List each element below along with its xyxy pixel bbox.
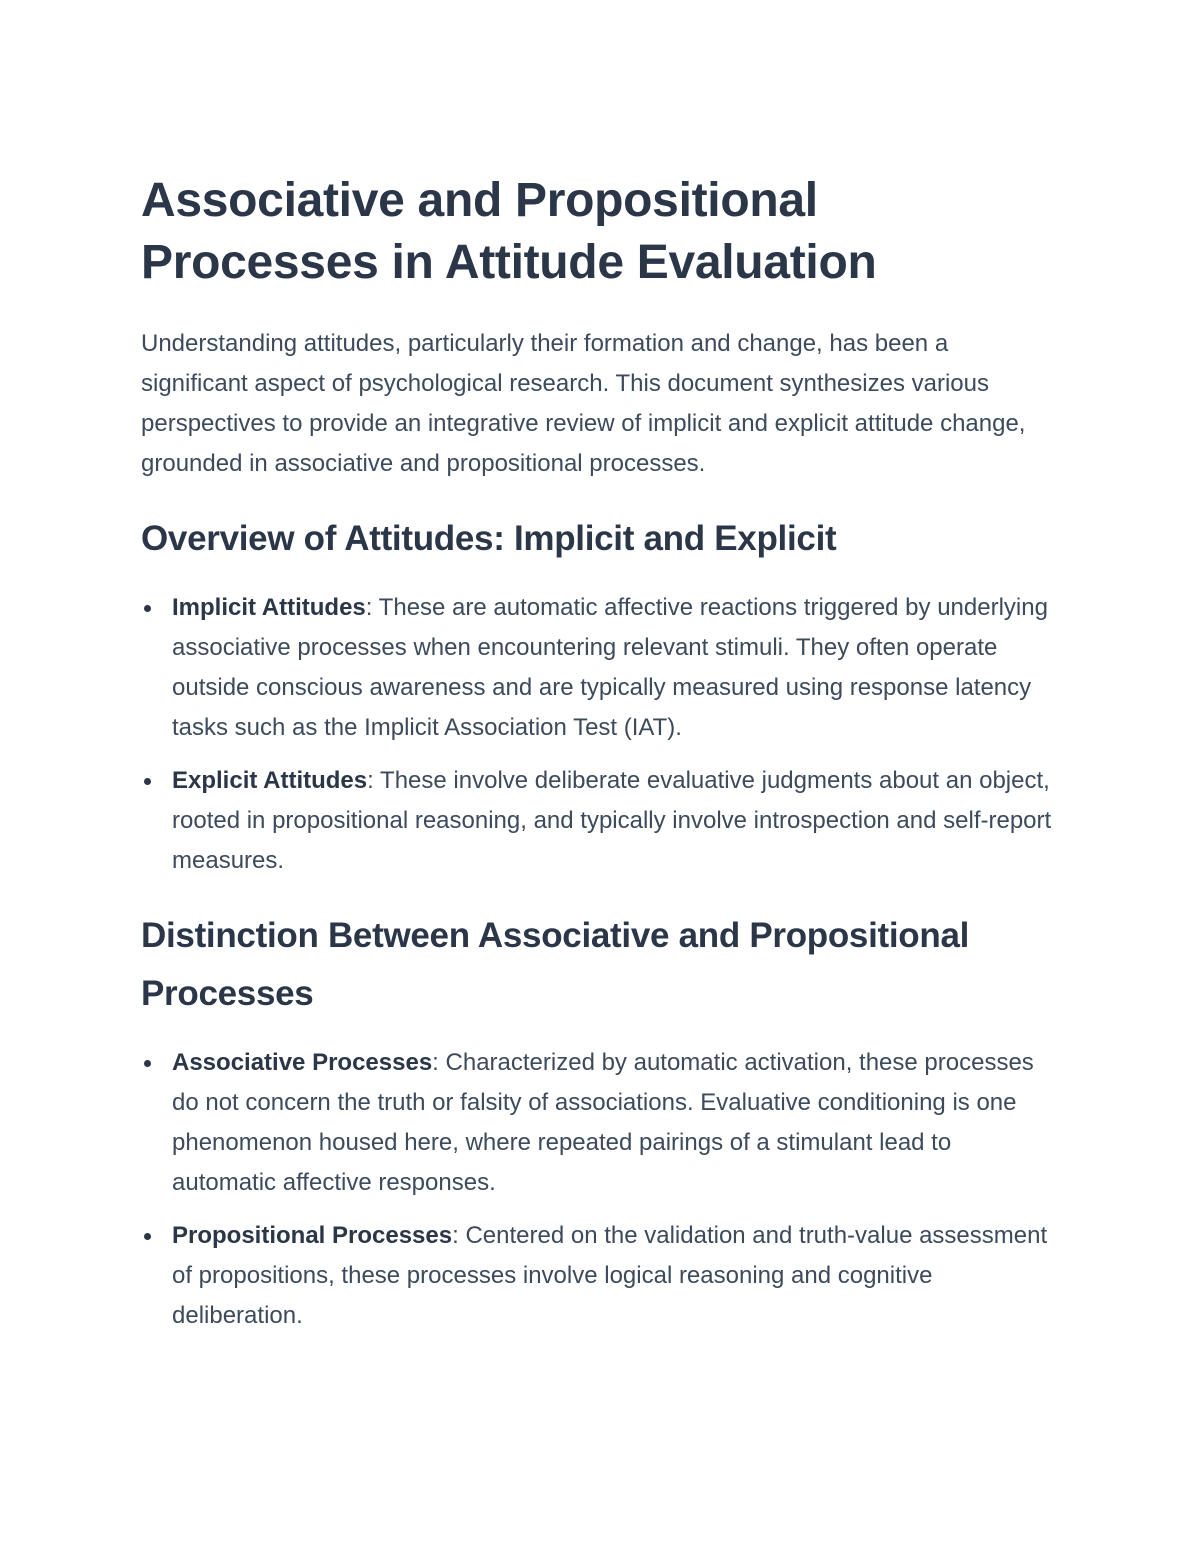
bullet-list-overview [141,588,1060,881]
list-item [141,588,1060,748]
term-label: Explicit Attitudes [172,767,368,794]
list-item [141,1043,1060,1203]
list-item [141,1216,1060,1336]
list-item [141,761,1060,881]
term-label: Associative Processes [172,1049,433,1076]
item-text: : These are automatic affective reactions triggered by underlying associative processes when encountering relevant stimuli. They often operate outside conscious awareness and are typically measured using response latency tasks such as the Implicit Association Test (IAT). [172,594,1048,741]
item-text: : Characterized by automatic activation, these processes do not concern the truth or falsity of associations. Evaluative conditioning is one phenomenon housed here, where repeated pairings of a stimulant lead to automatic affective responses. [172,1049,1034,1196]
document-title: Associative and Propositional Processes in Attitude Evaluation [141,174,877,289]
bullet-icon [144,1060,151,1067]
section-heading-distinction: Distinction Between Associative and Propositional Processes [141,916,970,1013]
item-text: : These involve deliberate evaluative judgments about an object, rooted in propositional reasoning, and typically involve introspection and self-report measures. [172,767,1052,874]
intro-paragraph: Understanding attitudes, particularly their formation and change, has been a significant aspect of psychological research. This document synthesizes various perspectives to provide an integrative review of implicit and explicit attitude change, grounded in associative and propositional processes. [141,330,1026,477]
item-text: : Centered on the validation and truth-value assessment of propositions, these processes involve logical reasoning and cognitive deliberation. [172,1222,1048,1329]
term-label: Propositional Processes [172,1222,453,1249]
bullet-icon [144,778,151,785]
bullet-list-distinction [141,1043,1060,1336]
term-label: Implicit Attitudes [172,594,366,621]
section-heading-overview: Overview of Attitudes: Implicit and Explicit [141,519,837,558]
bullet-icon [144,605,151,612]
bullet-icon [144,1233,151,1240]
